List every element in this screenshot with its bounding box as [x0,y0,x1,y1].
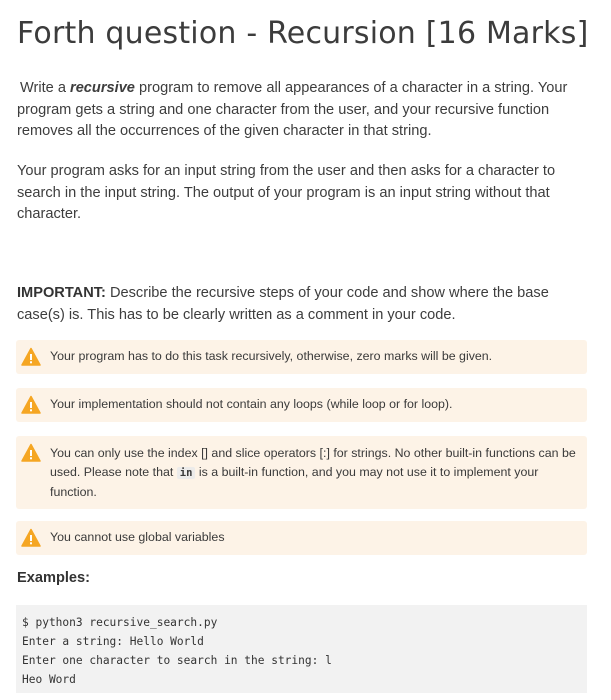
warning-text: You can only use the index [] and slice operators [:] for strings. No other built-in functions can be used. Please note that [50,446,576,479]
warning-box-globals [16,521,587,555]
warning-box-recursive [16,340,587,374]
warning-triangle-icon [21,443,41,463]
important-label: IMPORTANT: [17,285,106,301]
code-line: $ python3 recursive_search.py [22,616,218,629]
code-line: Heo Word [22,673,76,686]
code-line: Enter one character to search in the string: l [22,654,332,667]
recursive-emphasis: recursive [70,80,135,96]
inline-code-in: in [177,467,196,479]
code-line: Enter a string: Hello World [22,635,204,648]
warning-box-operators [16,436,587,509]
warning-triangle-icon [21,347,41,367]
warning-text-continued: is a built-in function, and you may not use it to implement your function. [50,465,539,499]
description-paragraph [17,78,597,143]
important-text: Describe the recursive steps of your code and show where the base case(s) is. This has to be clearly written as a comment in your code. [17,285,549,323]
important-note [17,282,597,326]
warning-text: Your program has to do this task recursively, otherwise, zero marks will be given. [50,349,493,363]
paragraph-intro: Write a [20,80,71,96]
warning-text: Your implementation should not contain any loops (while loop or for loop). [50,397,453,411]
warning-triangle-icon [21,395,41,415]
paragraph-body: program to remove all appearances of a character in a string. Your program gets a string and one character from the user, and your recursive function removes all the occurrences of the given character in that string. [17,80,568,139]
io-paragraph: Your program asks for an input string from the user and then asks for a character to search in the input string. The output of your program is an input string without that character. [17,163,556,222]
warning-triangle-icon [21,528,41,548]
warning-text: You cannot use global variables [50,530,225,544]
example-code-block [16,605,587,693]
warning-box-loops [16,388,587,422]
question-title: Forth question - Recursion [16 Marks] [17,16,589,51]
examples-heading: Examples: [17,570,91,586]
